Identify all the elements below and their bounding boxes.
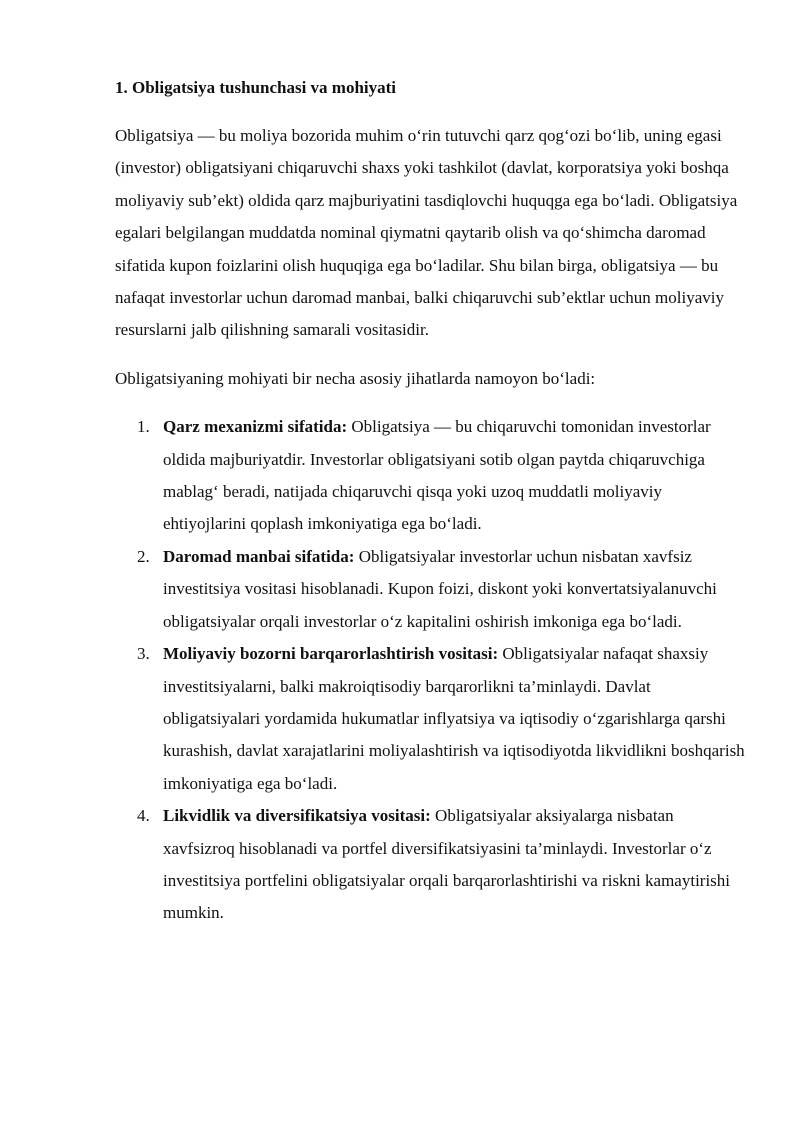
list-item: [115, 638, 745, 800]
section-heading: 1. Obligatsiya tushunchasi va mohiyati: [115, 78, 397, 97]
list-item-number: 4.: [137, 806, 150, 826]
list-item-number: 3.: [137, 644, 150, 664]
list-item-text: Obligatsiyalar nafaqat shaxsiy investitsiyalarni, balki makroiqtisodiy barqarorlikni ta’minlaydi. Davlat obligatsiyalari yordamida hukumatlar inflyatsiya va iqtisodiy o‘zgarishlarga qarshi kurashish, davlat xarajatlarini moliyalashtirish va iqtisodiyotda likvidlikni boshqarish imkoniyatiga ega bo‘ladi.: [163, 644, 745, 793]
list-item-number: 1.: [137, 417, 150, 437]
list-item: [115, 411, 745, 541]
list-item-term: Moliyaviy bozorni barqarorlashtirish vositasi:: [163, 644, 499, 664]
list-item-text: Obligatsiyalar aksiyalarga nisbatan xavfsizroq hisoblanadi va portfel diversifikatsiyasini ta’minlaydi. Investorlar o‘z investitsiya portfelini obligatsiyalar orqali barqarorlashtirishi va riskni kamaytirishi mumkin.: [163, 806, 731, 923]
list-item-text: Obligatsiya — bu chiqaruvchi tomonidan investorlar oldida majburiyatdir. Investorlar obligatsiyani sotib olgan paytda chiqaruvchiga mablag‘ beradi, natijada chiqaruvchi qisqa yoki uzoq muddatli moliyaviy ehtiyojlarini qoplash imkoniyatiga ega bo‘ladi.: [163, 417, 711, 534]
list-item-text: Obligatsiyalar investorlar uchun nisbatan xavfsiz investitsiya vositasi hisoblanadi. Kupon foizi, diskont yoki konvertatsiyalanuvchi obligatsiyalar orqali investorlar o‘z kapitalini oshirish imkoniga ega bo‘ladi.: [163, 546, 717, 631]
essence-list: [115, 411, 745, 930]
list-item: [115, 800, 745, 930]
document-page: [115, 72, 745, 930]
intro-paragraph: Obligatsiya — bu moliya bozorida muhim o‘rin tutuvchi qarz qog‘ozi bo‘lib, uning egasi (investor) obligatsiyani chiqaruvchi shaxs yoki tashkilot (davlat, korporatsiya yoki boshqa moliyaviy sub’ekt) oldida qarz majburiyatini tasdiqlovchi huquqga ega bo‘ladi. Obligatsiya egalari belgilangan muddatda nominal qiymatni qaytarib olish va qo‘shimcha daromad sifatida kupon foizlarini olish huquqiga ega bo‘ladilar. Shu bilan birga, obligatsiya — bu nafaqat investorlar uchun daromad manbai, balki chiqaruvchi sub’ektlar uchun moliyaviy resurslarni jalb qilishning samarali vositasidir.: [115, 126, 738, 340]
list-item: [115, 541, 745, 638]
list-item-term: Likvidlik va diversifikatsiya vositasi:: [163, 806, 431, 826]
list-intro-paragraph: Obligatsiyaning mohiyati bir necha asosiy jihatlarda namoyon bo‘ladi:: [115, 368, 596, 388]
list-item-number: 2.: [137, 546, 150, 566]
list-item-term: Qarz mexanizmi sifatida:: [163, 417, 348, 437]
list-item-term: Daromad manbai sifatida:: [163, 546, 355, 566]
